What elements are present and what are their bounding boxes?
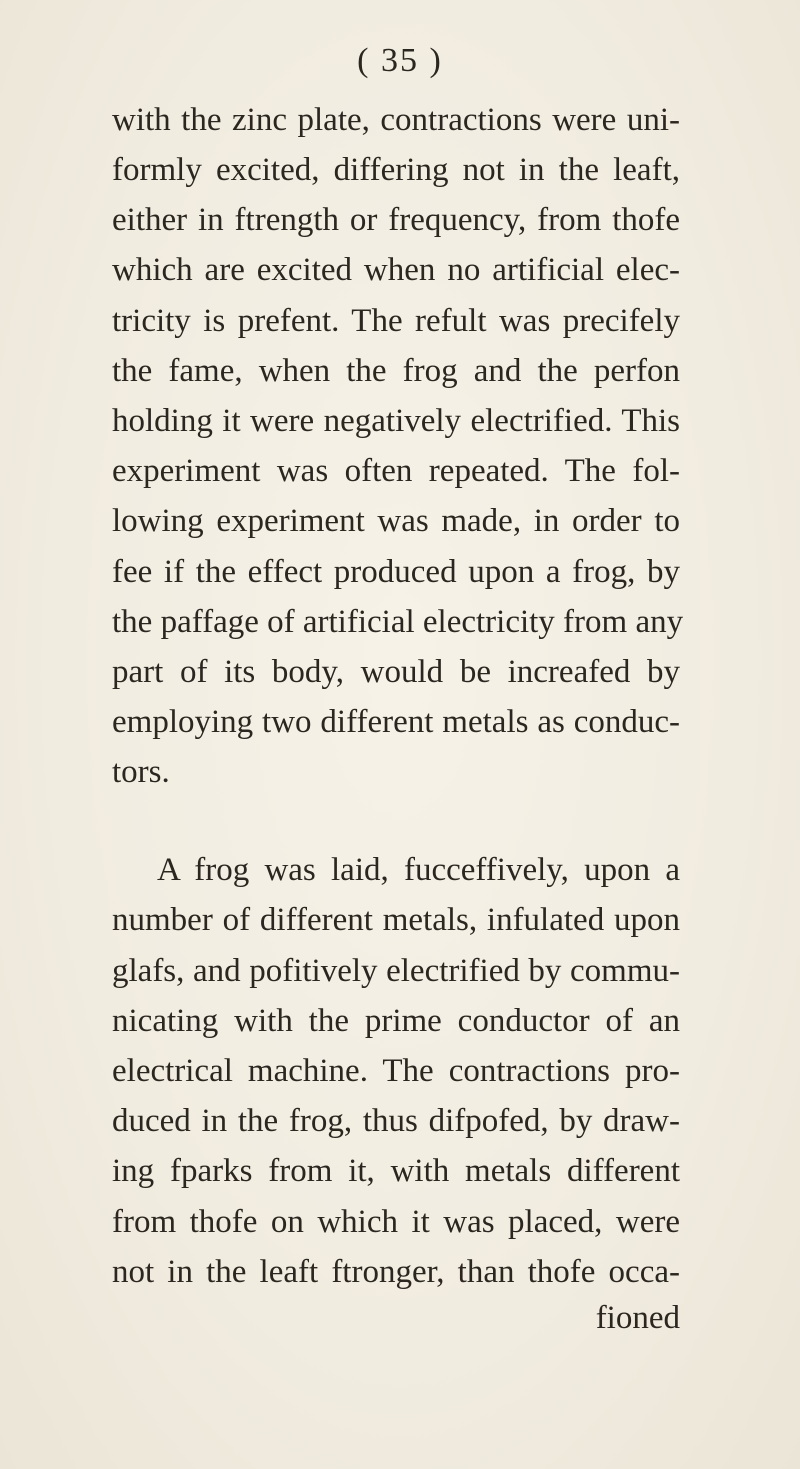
text-line: ing fparks from it, with metals different bbox=[112, 1153, 680, 1189]
text-line: number of different metals, infulated upon bbox=[112, 902, 680, 938]
text-line: lowing experiment was made, in order to bbox=[112, 503, 680, 539]
text-line: part of its body, would be increafed by bbox=[112, 654, 680, 690]
text-line: tors. bbox=[112, 754, 170, 790]
text-line: with the zinc plate, contractions were uni- bbox=[112, 102, 680, 138]
text-line: experiment was often repeated. The fol- bbox=[112, 453, 680, 489]
text-line: duced in the frog, thus difpofed, by draw- bbox=[112, 1103, 680, 1139]
text-line: employing two different metals as conduc- bbox=[112, 704, 680, 740]
catchword: fioned bbox=[595, 1300, 680, 1336]
text-line: A frog was laid, fucceffively, upon a bbox=[157, 852, 680, 888]
text-line: either in ftrength or frequency, from thofe bbox=[112, 202, 680, 238]
text-line: holding it were negatively electrified. This bbox=[112, 403, 680, 439]
text-line: which are excited when no artificial elec- bbox=[112, 252, 680, 288]
text-line: the paffage of artificial electricity from any bbox=[112, 604, 684, 640]
text-line: electrical machine. The contractions pro- bbox=[112, 1053, 680, 1089]
text-line: the fame, when the frog and the perfon bbox=[112, 353, 680, 389]
page-number-header: ( 35 ) bbox=[357, 42, 443, 79]
text-line: tricity is prefent. The refult was precifely bbox=[112, 303, 680, 339]
text-line: fee if the effect produced upon a frog, by bbox=[112, 554, 680, 590]
text-line: not in the leaft ftronger, than thofe occa- bbox=[112, 1254, 680, 1290]
text-line: from thofe on which it was placed, were bbox=[112, 1204, 680, 1240]
text-line: nicating with the prime conductor of an bbox=[112, 1003, 680, 1039]
text-line: glafs, and pofitively electrified by commu- bbox=[112, 953, 680, 989]
text-line: formly excited, differing not in the leaft, bbox=[112, 152, 680, 188]
